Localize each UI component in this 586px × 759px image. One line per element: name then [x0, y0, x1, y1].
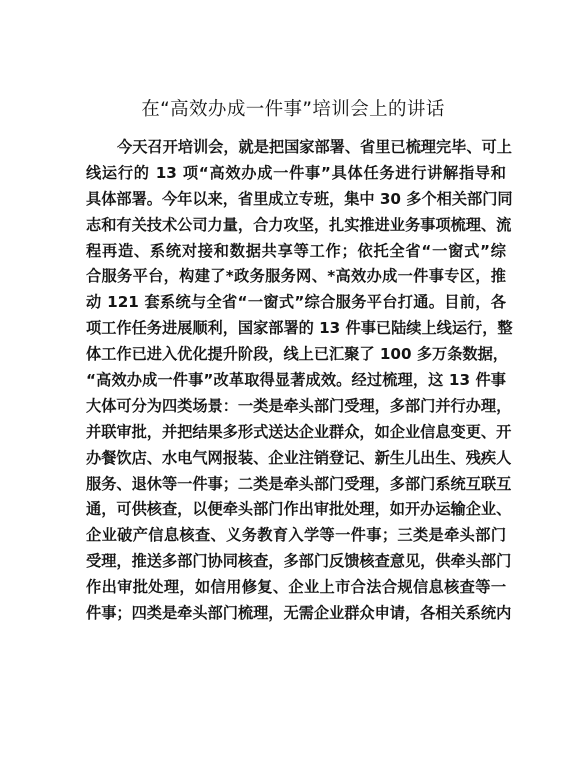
paragraph-line: 服务、退休等一件事；二类是牵头部门受理，多部门系统互联互 — [86, 474, 512, 493]
paragraph-line: 项工作任务进展顺利，国家部署的 13 件事已陆续上线运行，整 — [86, 319, 513, 338]
paragraph-line: 今天召开培训会，就是把国家部署、省里已梳理完毕、可上 — [117, 138, 512, 156]
paragraph-line: 通，可供核查，以便牵头部门作出审批处理，如开办运输企业、 — [86, 500, 512, 519]
paragraph-line: 企业破产信息核查、义务教育入学等一件事；三类是牵头部门 — [86, 526, 506, 545]
paragraph-line: 线运行的 13 项“高效办成一件事”具体任务进行讲解指导和 — [86, 163, 506, 182]
paragraph-line: 具体部署。今年以来，省里成立专班，集中 30 多个相关部门同 — [86, 189, 513, 208]
paragraph-line: 件事；四类是牵头部门梳理，无需企业群众申请，各相关系统内 — [86, 604, 512, 623]
paragraph-line: 动 121 套系统与全省“一窗式”综合服务平台打通。目前，各 — [86, 293, 506, 312]
paragraph-line: 受理，推送多部门协同核查，多部门反馈核查意见，供牵头部门 — [86, 552, 512, 571]
paragraph-line: 程再造、系统对接和数据共享等工作；依托全省“一窗式”综 — [86, 241, 506, 260]
paragraph-line: 作出审批处理，如信用修复、企业上市合法合规信息核查等一 — [86, 578, 506, 597]
paragraph-line: 办餐饮店、水电气网报装、企业注销登记、新生儿出生、残疾人 — [86, 448, 512, 467]
paragraph-line: 并联审批，并把结果多形式送达企业群众，如企业信息变更、开 — [86, 422, 512, 441]
paragraph-line: 大体可分为四类场景：一类是牵头部门受理，多部门并行办理， — [86, 396, 512, 415]
document-title: 在“高效办成一件事”培训会上的讲话 — [141, 99, 445, 120]
paragraph-line: “高效办成一件事”改革取得显著成效。经过梳理，这 13 件事 — [86, 371, 506, 390]
paragraph-line: 合服务平台，构建了*政务服务网、*高效办成一件事专区，推 — [86, 267, 506, 286]
paragraph-line: 志和有关技术公司力量，合力攻坚，扎实推进业务事项梳理、流 — [86, 215, 512, 234]
paragraph-line: 体工作已进入优化提升阶段，线上已汇聚了 100 多万条数据， — [86, 345, 508, 364]
document-body — [86, 135, 513, 627]
